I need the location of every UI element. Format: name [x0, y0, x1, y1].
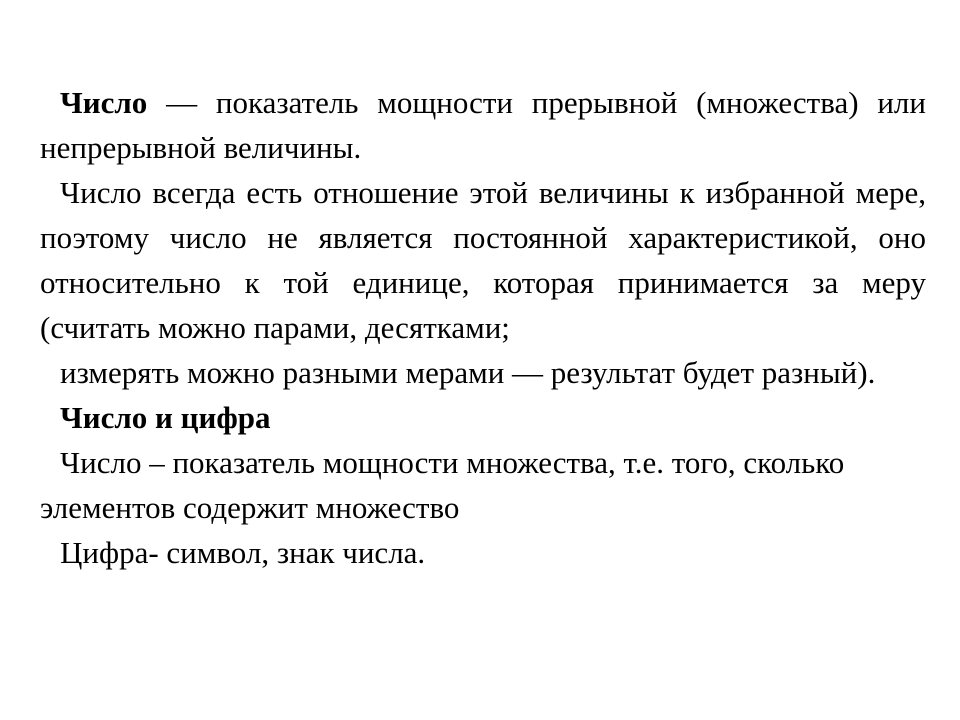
definition-paragraph — [40, 80, 926, 170]
ratio-paragraph: Число всегда есть отношение этой величины к избранной мере, поэтому число не является постоянной характеристикой, оно относительно к той единице, которая принимается за меру (считать можно парами, десятками; — [40, 175, 926, 345]
section-heading: Число и цифра — [60, 400, 271, 435]
number-definition-paragraph: Число – показатель мощности множества, т.е. того, сколько элементов содержит множество — [40, 445, 845, 525]
digit-definition-paragraph: Цифра- символ, знак числа. — [60, 535, 426, 570]
term-number: Число — [60, 85, 148, 120]
slide-content — [40, 80, 926, 575]
definition-text: — показатель мощности прерывной (множества) или непрерывной величины. — [40, 85, 926, 165]
measure-paragraph: измерять можно разными мерами — результат будет разный). — [60, 355, 876, 390]
